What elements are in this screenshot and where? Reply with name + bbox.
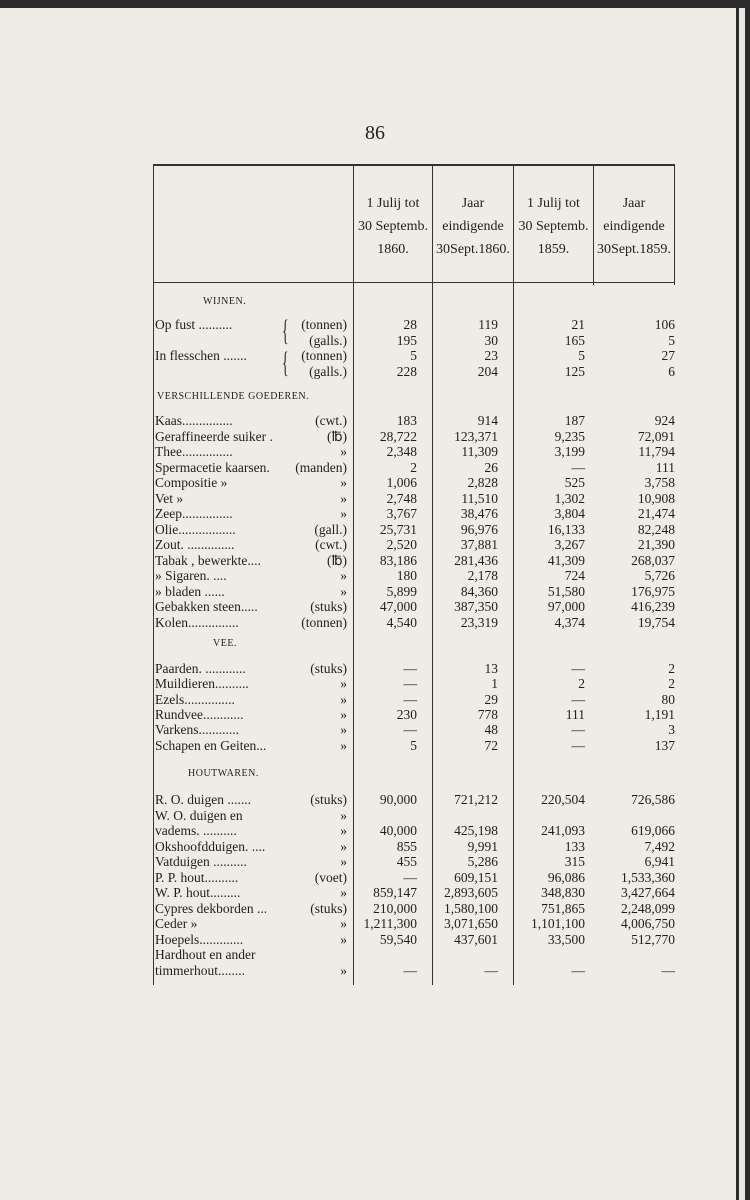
goederen-value-year-1860: 387,350 (454, 599, 498, 614)
hout-value-year-1859: 2,248,099 (621, 900, 675, 916)
hout-row (155, 839, 675, 855)
goederen-value-jul-sep-1859: 3,804 (554, 506, 585, 521)
goederen-value-year-1859: 11,794 (638, 444, 675, 459)
hout-unit: » (340, 962, 347, 978)
vee-row (155, 738, 675, 754)
goederen-value-year-1859: 924 (654, 413, 675, 428)
wijnen-value-year-1860: 119 (478, 317, 498, 332)
col-header-4-line-2: eindigende (603, 219, 665, 234)
hout-value-year-1859: 7,492 (644, 838, 675, 854)
goederen-value-jul-sep-1860: 3,767 (386, 506, 417, 521)
goederen-label: Kolen............... (155, 614, 239, 630)
hout-value-year-1859: 726,586 (631, 792, 675, 807)
goederen-row (155, 444, 675, 460)
vee-value-jul-sep-1859: — (571, 661, 585, 676)
goederen-value-year-1860: 38,476 (460, 506, 498, 521)
wijnen-value-year-1859: 106 (654, 317, 675, 332)
goederen-label: Tabak , bewerkte.... (155, 552, 261, 568)
hout-value-year-1860: 609,151 (454, 869, 498, 885)
goederen-value-jul-sep-1860: 183 (396, 413, 417, 428)
goederen-unit: (stuks) (310, 599, 347, 614)
goederen-label: » Sigaren. .... (155, 568, 227, 583)
col-header-1-line-2: 30 Septemb. (358, 219, 428, 234)
hout-label: W. P. hout......... (155, 885, 241, 900)
goederen-unit: » (340, 475, 347, 490)
col-header-4-line-3: 30Sept.1859. (597, 242, 671, 257)
col-header-1-line-3: 1860. (377, 242, 409, 257)
goederen-value-jul-sep-1859: 1,302 (554, 490, 585, 506)
col-header-4 (594, 192, 674, 261)
goederen-value-jul-sep-1860: 1,006 (386, 475, 417, 490)
goederen-value-year-1860: 11,309 (461, 444, 498, 459)
goederen-row (155, 584, 675, 600)
goederen-value-year-1860: 96,976 (460, 521, 498, 537)
vee-value-jul-sep-1860: — (403, 676, 417, 692)
goederen-label: Vet » (155, 490, 184, 506)
vee-unit: » (340, 737, 347, 753)
goederen-value-year-1859: 21,390 (637, 537, 675, 552)
section-heading-wijnen: WIJNEN. (203, 296, 247, 307)
wijnen-value-jul-sep-1860: 28 (403, 317, 417, 332)
hout-value-jul-sep-1860: 90,000 (379, 792, 417, 807)
col-header-3 (514, 192, 593, 261)
goederen-value-jul-sep-1860: 83,186 (379, 552, 417, 568)
hout-label: Okshoofdduigen. .... (155, 838, 266, 854)
vee-row (155, 707, 675, 723)
vee-value-jul-sep-1859: 111 (565, 706, 585, 722)
section-heading-goederen: VERSCHILLENDE GOEDEREN. (157, 391, 310, 402)
hout-unit: » (340, 854, 347, 869)
goederen-value-jul-sep-1859: 3,199 (554, 444, 585, 459)
vee-value-year-1860: 778 (477, 706, 498, 722)
hout-value-jul-sep-1859: — (571, 962, 585, 978)
col-header-3-line-1: 1 Julij tot (527, 196, 580, 211)
goederen-value-jul-sep-1859: 51,580 (547, 583, 585, 599)
goederen-value-jul-sep-1859: 525 (564, 475, 585, 490)
hout-value-year-1860: — (484, 962, 498, 978)
goederen-unit: » (340, 490, 347, 506)
goederen-value-jul-sep-1860: 5,899 (386, 583, 417, 599)
hout-value-jul-sep-1860: 855 (396, 838, 417, 854)
hout-unit: » (340, 807, 347, 823)
goederen-value-year-1860: 2,178 (467, 568, 498, 583)
section-heading-vee: VEE. (213, 638, 237, 649)
wijnen-row (155, 348, 675, 364)
vee-value-year-1859: 80 (661, 691, 675, 707)
goederen-row (155, 599, 675, 615)
goederen-label: Kaas............... (155, 413, 233, 428)
hout-value-year-1859: 512,770 (631, 931, 675, 947)
section-heading-houtwaren: HOUTWAREN. (188, 768, 259, 779)
hout-label: Hoepels............. (155, 931, 244, 947)
goederen-value-jul-sep-1860: 2,520 (386, 537, 417, 552)
hout-value-year-1859: 6,941 (644, 854, 675, 869)
goederen-value-year-1860: 84,360 (460, 583, 498, 599)
goederen-row (155, 491, 675, 507)
vee-value-jul-sep-1860: — (403, 661, 417, 676)
vee-unit: » (340, 722, 347, 738)
col-header-3-line-3: 1859. (537, 242, 570, 257)
goederen-label: Geraffineerde suiker . (155, 428, 273, 444)
hout-value-jul-sep-1859: 220,504 (541, 792, 585, 807)
wijnen-row (155, 317, 675, 333)
col-rule-0 (153, 165, 154, 985)
header-bottom-rule (153, 282, 675, 283)
vee-unit: » (340, 676, 347, 692)
goederen-value-jul-sep-1859: 9,235 (554, 428, 585, 444)
hout-value-jul-sep-1859: 133 (564, 838, 585, 854)
vee-value-jul-sep-1859: — (571, 691, 585, 707)
goederen-value-jul-sep-1860: 2,348 (386, 444, 417, 459)
goederen-label: Gebakken steen..... (155, 599, 258, 614)
col-header-2 (433, 192, 513, 261)
hout-row (155, 916, 675, 932)
vee-value-year-1860: 72 (484, 737, 498, 753)
goederen-label: Zeep............... (155, 506, 233, 521)
goederen-row (155, 615, 675, 631)
goederen-value-jul-sep-1860: 180 (396, 568, 417, 583)
goederen-value-year-1860: 23,319 (460, 614, 498, 630)
hout-value-jul-sep-1859: 96,086 (547, 869, 585, 885)
page-edge (739, 8, 745, 1200)
hout-row (155, 947, 675, 963)
goederen-value-jul-sep-1859: 187 (564, 413, 585, 428)
goederen-label: » bladen ...... (155, 583, 225, 599)
goederen-value-year-1859: 111 (655, 459, 675, 475)
wijnen-row (155, 333, 675, 349)
goederen-row (155, 475, 675, 491)
hout-row (155, 823, 675, 839)
hout-value-jul-sep-1860: 455 (396, 854, 417, 869)
hout-value-year-1859: 1,533,360 (621, 869, 675, 885)
hout-value-jul-sep-1860: 1,211,300 (363, 916, 417, 931)
hout-value-year-1860: 425,198 (454, 823, 498, 838)
hout-value-jul-sep-1860: 59,540 (379, 931, 417, 947)
goederen-value-year-1859: 10,908 (637, 490, 675, 506)
hout-unit: » (340, 916, 347, 931)
goederen-row (155, 460, 675, 476)
goederen-unit: (tonnen) (301, 614, 347, 630)
vee-value-jul-sep-1860: 5 (410, 737, 417, 753)
goederen-label: Thee............... (155, 444, 233, 459)
wijnen-value-year-1860: 30 (484, 332, 498, 348)
hout-value-jul-sep-1860: 40,000 (379, 823, 417, 838)
goederen-value-year-1859: 3,758 (644, 475, 675, 490)
hout-value-year-1860: 9,991 (467, 838, 498, 854)
hout-value-jul-sep-1859: 751,865 (541, 900, 585, 916)
vee-value-jul-sep-1859: — (571, 722, 585, 738)
hout-row (155, 901, 675, 917)
goederen-value-jul-sep-1860: 2,748 (386, 490, 417, 506)
vee-row (155, 692, 675, 708)
vee-value-year-1860: 13 (484, 661, 498, 676)
goederen-value-jul-sep-1859: 16,133 (547, 521, 585, 537)
table-top-rule (153, 164, 675, 166)
goederen-value-year-1860: 914 (477, 413, 498, 428)
wijnen-value-year-1860: 204 (477, 364, 498, 380)
hout-value-year-1860: 5,286 (467, 854, 498, 869)
goederen-row (155, 522, 675, 538)
brace-op-fust: { (282, 314, 289, 347)
vee-value-jul-sep-1859: — (571, 737, 585, 753)
goederen-unit: (℔) (326, 552, 347, 568)
hout-unit: (stuks) (310, 900, 347, 916)
vee-label: Ezels............... (155, 691, 235, 707)
vee-value-year-1859: 2 (668, 676, 675, 692)
col-header-2-line-2: eindigende (442, 219, 504, 234)
goederen-unit: (℔) (326, 428, 347, 444)
wijnen-value-year-1859: 5 (668, 332, 675, 348)
hout-value-year-1860: 721,212 (454, 792, 498, 807)
wijnen-unit: (tonnen) (301, 317, 347, 332)
goederen-unit: » (340, 444, 347, 459)
wijnen-value-jul-sep-1859: 5 (578, 348, 585, 364)
hout-label: Hardhout en ander (155, 947, 256, 962)
goederen-value-year-1860: 281,436 (454, 552, 498, 568)
goederen-unit: (gall.) (314, 521, 347, 537)
wijnen-label: Op fust .......... (155, 317, 233, 332)
vee-label: Rundvee............ (155, 706, 244, 722)
vee-value-jul-sep-1860: — (403, 691, 417, 707)
page-number: 86 (365, 122, 385, 144)
goederen-row (155, 568, 675, 584)
goederen-value-jul-sep-1860: 25,731 (379, 521, 417, 537)
hout-label: P. P. hout.......... (155, 869, 239, 885)
goederen-value-year-1860: 11,510 (461, 490, 498, 506)
goederen-value-year-1859: 268,037 (631, 552, 675, 568)
vee-value-year-1859: 137 (654, 737, 675, 753)
wijnen-value-year-1860: 23 (484, 348, 498, 364)
vee-row (155, 661, 675, 677)
goederen-label: Compositie » (155, 475, 228, 490)
hout-label: Ceder » (155, 916, 198, 931)
goederen-unit: » (340, 506, 347, 521)
goederen-value-jul-sep-1860: 28,722 (379, 428, 417, 444)
goederen-unit: » (340, 583, 347, 599)
goederen-label: Olie................. (155, 521, 236, 537)
hout-value-year-1859: 3,427,664 (621, 885, 675, 900)
goederen-row (155, 537, 675, 553)
hout-label: Vatduigen .......... (155, 854, 247, 869)
goederen-value-jul-sep-1860: 2 (410, 459, 417, 475)
vee-value-jul-sep-1860: — (403, 722, 417, 738)
goederen-row (155, 413, 675, 429)
hout-label: timmerhout........ (155, 962, 245, 978)
col-header-2-line-3: 30Sept.1860. (436, 242, 510, 257)
goederen-row (155, 553, 675, 569)
goederen-unit: (manden) (295, 459, 347, 475)
goederen-value-jul-sep-1859: 41,309 (547, 552, 585, 568)
goederen-value-jul-sep-1860: 47,000 (379, 599, 417, 614)
col-header-1 (354, 192, 432, 261)
goederen-value-year-1859: 416,239 (631, 599, 675, 614)
goederen-value-year-1860: 123,371 (454, 428, 498, 444)
hout-label: R. O. duigen ....... (155, 792, 251, 807)
hout-label: Cypres dekborden ... (155, 900, 268, 916)
vee-label: Muildieren.......... (155, 676, 249, 692)
goederen-value-year-1860: 37,881 (460, 537, 498, 552)
hout-label: vadems. .......... (155, 823, 237, 838)
wijnen-unit: (galls.) (309, 332, 347, 348)
goederen-value-jul-sep-1859: 724 (564, 568, 585, 583)
vee-value-year-1860: 29 (484, 691, 498, 707)
hout-value-jul-sep-1860: 859,147 (373, 885, 417, 900)
hout-row (155, 932, 675, 948)
vee-value-year-1859: 3 (668, 722, 675, 738)
goederen-label: Zout. .............. (155, 537, 235, 552)
goederen-value-year-1860: 2,828 (467, 475, 498, 490)
hout-value-jul-sep-1860: — (403, 962, 417, 978)
vee-unit: » (340, 691, 347, 707)
wijnen-label: In flesschen ....... (155, 348, 247, 364)
goederen-unit: » (340, 568, 347, 583)
goederen-unit: (cwt.) (315, 413, 347, 428)
hout-row (155, 792, 675, 808)
goederen-value-year-1859: 19,754 (637, 614, 675, 630)
vee-row (155, 722, 675, 738)
vee-value-year-1860: 1 (491, 676, 498, 692)
hout-row (155, 963, 675, 979)
goederen-row (155, 429, 675, 445)
hout-row (155, 870, 675, 886)
goederen-value-year-1859: 82,248 (637, 521, 675, 537)
hout-unit: » (340, 823, 347, 838)
hout-value-jul-sep-1860: — (403, 869, 417, 885)
hout-value-jul-sep-1859: 33,500 (547, 931, 585, 947)
hout-row (155, 885, 675, 901)
vee-value-jul-sep-1859: 2 (578, 676, 585, 692)
hout-value-year-1860: 2,893,605 (444, 885, 498, 900)
hout-unit: » (340, 931, 347, 947)
hout-row (155, 854, 675, 870)
goederen-value-jul-sep-1859: 4,374 (554, 614, 585, 630)
col-header-2-line-1: Jaar (461, 196, 485, 211)
wijnen-value-jul-sep-1859: 165 (564, 332, 585, 348)
goederen-value-jul-sep-1859: 97,000 (547, 599, 585, 614)
wijnen-value-year-1859: 6 (668, 364, 675, 380)
brace-in-flesschen: { (282, 346, 289, 379)
vee-value-year-1859: 1,191 (644, 706, 675, 722)
goederen-value-jul-sep-1859: — (571, 459, 585, 475)
vee-label: Varkens............ (155, 722, 239, 738)
hout-value-jul-sep-1859: 348,830 (541, 885, 585, 900)
goederen-value-year-1859: 21,474 (637, 506, 675, 521)
wijnen-unit: (tonnen) (301, 348, 347, 364)
hout-value-year-1859: 4,006,750 (621, 916, 675, 931)
hout-value-jul-sep-1859: 315 (564, 854, 585, 869)
vee-value-year-1860: 48 (484, 722, 498, 738)
wijnen-unit: (galls.) (309, 364, 347, 380)
hout-row (155, 808, 675, 824)
wijnen-value-jul-sep-1859: 21 (571, 317, 585, 332)
col-header-3-line-2: 30 Septemb. (518, 219, 589, 234)
goederen-value-year-1859: 176,975 (631, 583, 675, 599)
goederen-value-year-1859: 72,091 (637, 428, 675, 444)
hout-value-year-1859: — (661, 962, 675, 978)
wijnen-value-jul-sep-1860: 228 (396, 364, 417, 380)
hout-unit: » (340, 838, 347, 854)
hout-value-jul-sep-1859: 241,093 (541, 823, 585, 838)
vee-unit: (stuks) (310, 661, 347, 676)
hout-label: W. O. duigen en (155, 807, 243, 823)
vee-row (155, 676, 675, 692)
wijnen-value-jul-sep-1859: 125 (564, 364, 585, 380)
goederen-unit: (cwt.) (315, 537, 347, 552)
goederen-value-year-1859: 5,726 (644, 568, 675, 583)
hout-unit: (stuks) (310, 792, 347, 807)
col-rule-5 (674, 165, 675, 285)
wijnen-value-jul-sep-1860: 195 (396, 332, 417, 348)
hout-value-year-1859: 619,066 (631, 823, 675, 838)
wijnen-value-year-1859: 27 (661, 348, 675, 364)
goederen-row (155, 506, 675, 522)
vee-label: Paarden. ............ (155, 661, 246, 676)
hout-value-year-1860: 1,580,100 (444, 900, 498, 916)
vee-value-year-1859: 2 (668, 661, 675, 676)
goederen-value-year-1860: 26 (484, 459, 498, 475)
hout-value-year-1860: 3,071,650 (444, 916, 498, 931)
goederen-value-jul-sep-1860: 4,540 (386, 614, 417, 630)
vee-value-jul-sep-1860: 230 (396, 706, 417, 722)
goederen-value-jul-sep-1859: 3,267 (554, 537, 585, 552)
vee-unit: » (340, 706, 347, 722)
hout-value-jul-sep-1860: 210,000 (373, 900, 417, 916)
hout-value-year-1860: 437,601 (454, 931, 498, 947)
wijnen-value-jul-sep-1860: 5 (410, 348, 417, 364)
vee-label: Schapen en Geiten... (155, 737, 267, 753)
hout-value-jul-sep-1859: 1,101,100 (531, 916, 585, 931)
hout-unit: » (340, 885, 347, 900)
col-header-1-line-1: 1 Julij tot (366, 196, 420, 211)
wijnen-row (155, 364, 675, 380)
goederen-label: Spermacetie kaarsen. (155, 459, 270, 475)
hout-unit: (voet) (314, 869, 347, 885)
col-header-4-line-1: Jaar (622, 196, 646, 211)
